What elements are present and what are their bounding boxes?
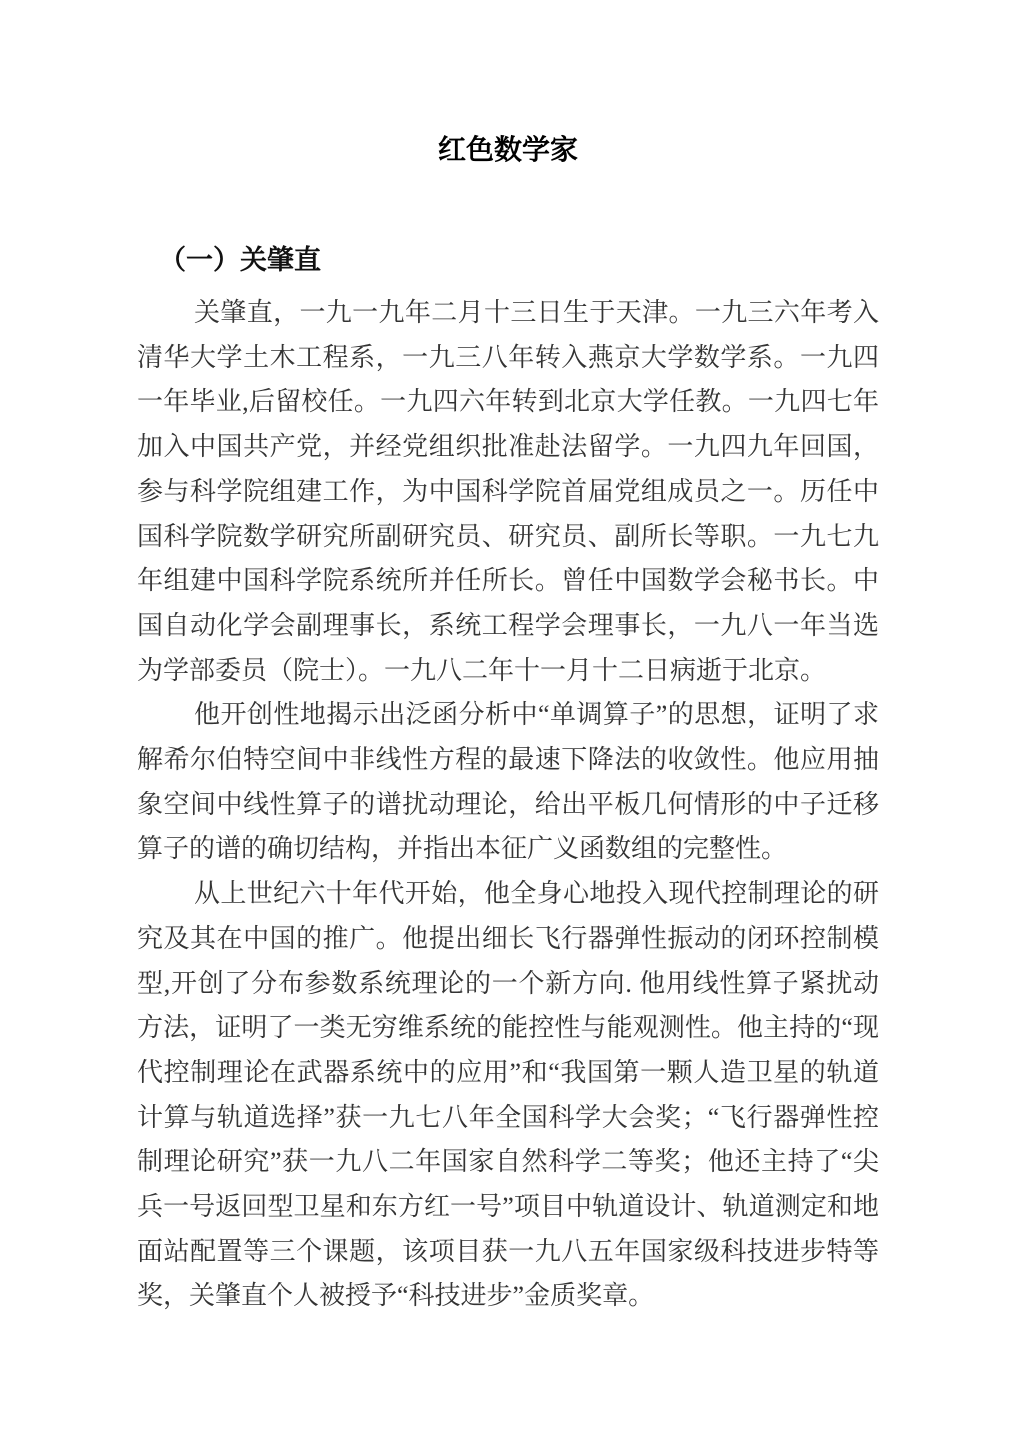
paragraph-1-line: 年组建中国科学院系统所并任所长。曾任中国数学会秘书长。中: [137, 566, 879, 596]
paragraph-3-line: 面站配置等三个课题，该项目获一九八五年国家级科技进步特等: [137, 1236, 879, 1266]
paragraph-1-line: 关肇直，一九一九年二月十三日生于天津。一九三六年考入: [194, 298, 879, 327]
paragraph-1-line: 加入中国共产党，并经党组织批准赴法留学。一九四九年回国，: [137, 432, 879, 462]
paragraph-2-line: 象空间中线性算子的谱扰动理论，给出平板几何情形的中子迁移: [137, 789, 879, 819]
paragraph-1-line: 国自动化学会副理事长，系统工程学会理事长，一九八一年当选: [137, 610, 879, 640]
paragraph-3-line: 究及其在中国的推广。他提出细长飞行器弹性振动的闭环控制模: [137, 923, 879, 953]
paragraph-3-line: 从上世纪六十年代开始，他全身心地投入现代控制理论的研: [194, 879, 879, 909]
page-title: 红色数学家: [437, 134, 578, 165]
paragraph-1-line: 清华大学土木工程系，一九三八年转入燕京大学数学系。一九四: [137, 342, 879, 372]
paragraph-3-line: 计算与轨道选择”获一九七八年全国科学大会奖；“飞行器弹性控: [137, 1102, 879, 1132]
section-heading: （一）关肇直: [159, 245, 321, 275]
paragraph-3-line: 奖，关肇直个人被授予“科技进步”金质奖章。: [137, 1281, 655, 1311]
paragraph-3-line: 制理论研究”获一九八二年国家自然科学二等奖；他还主持了“尖: [137, 1147, 879, 1177]
paragraph-3-line: 方法，证明了一类无穷维系统的能控性与能观测性。他主持的“现: [137, 1013, 879, 1043]
paragraph-1-line: 国科学院数学研究所副研究员、研究员、副所长等职。一九七九: [137, 521, 879, 551]
document-body: [137, 291, 879, 1319]
paragraph-1-line: 参与科学院组建工作，为中国科学院首届党组成员之一。历任中: [137, 476, 879, 506]
paragraph-2-line: 算子的谱的确切结构，并指出本征广义函数组的完整性。: [137, 834, 788, 864]
paragraph-3-line: 代控制理论在武器系统中的应用”和“我国第一颗人造卫星的轨道: [137, 1057, 879, 1087]
paragraph-3-line: 兵一号返回型卫星和东方红一号”项目中轨道设计、轨道测定和地: [137, 1192, 879, 1222]
paragraph-2-line: 他开创性地揭示出泛函分析中“单调算子”的思想，证明了求: [194, 700, 879, 730]
paragraph-3-line: 型,开创了分布参数系统理论的一个新方向. 他用线性算子紧扰动: [137, 968, 879, 998]
paragraph-1-line: 一年毕业,后留校任。一九四六年转到北京大学任教。一九四七年: [137, 387, 879, 417]
paragraph-2-line: 解希尔伯特空间中非线性方程的最速下降法的收敛性。他应用抽: [137, 745, 879, 775]
paragraph-1-line: 为学部委员（院士）。一九八二年十一月十二日病逝于北京。: [137, 655, 827, 685]
